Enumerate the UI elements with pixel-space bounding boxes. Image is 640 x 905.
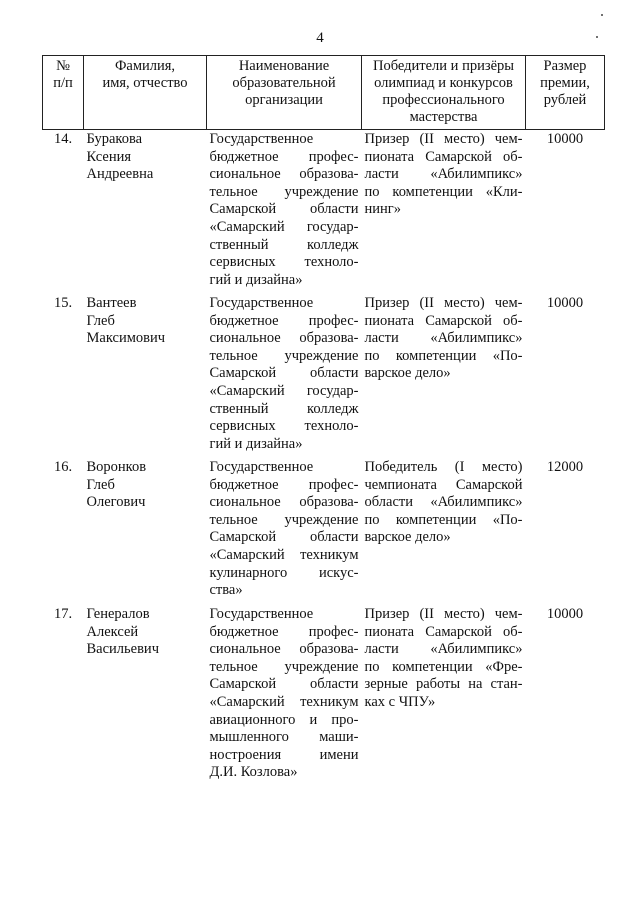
award-description: [362, 294, 526, 458]
organization-line: сиональное образова-: [209, 166, 359, 183]
person-name-line: Воронков: [86, 459, 147, 475]
organization-line: бюджетное профес-: [209, 312, 359, 329]
award-description-line: варское дело»: [364, 365, 451, 382]
organization-line: тельное учреждение: [209, 183, 359, 200]
person-name: [84, 458, 207, 605]
award-description-line: ласти «Абилимпикс»: [364, 330, 523, 347]
person-name-line: Глеб: [86, 476, 115, 493]
award-description-line: пионата Самарской об-: [364, 148, 523, 165]
awards-table: [42, 55, 605, 797]
person-name-line: Алексей: [86, 623, 139, 640]
table-row: [43, 458, 605, 605]
row-number: 17.: [53, 606, 73, 622]
organization-line: Самарской области: [209, 201, 359, 218]
table-row: [43, 605, 605, 797]
organization-line: «Самарский техникум: [209, 546, 359, 563]
organization-line: ственный колледж: [209, 236, 359, 253]
organization-line: «Самарский государ-: [209, 218, 359, 235]
organization-line: гий и дизайна»: [209, 435, 303, 452]
page-number: 4: [316, 30, 324, 46]
person-name-line: Генералов: [86, 606, 150, 622]
prize-amount: 10000: [546, 131, 584, 147]
organization-line: бюджетное профес-: [209, 148, 359, 165]
award-description-line: по компетенции «По-: [364, 347, 523, 364]
organization-line: бюджетное профес-: [209, 476, 359, 493]
award-description-line: по компетенции «По-: [364, 511, 523, 528]
organization-line: Д.И. Козлова»: [209, 764, 298, 781]
award-description-line: ласти «Абилимпикс»: [364, 641, 523, 658]
award-description-line: области «Абилимпикс»: [364, 494, 523, 511]
award-description-line: зерные работы на стан-: [364, 676, 523, 693]
organization-line: ностроения имени: [209, 746, 359, 763]
organization-line: сиональное образова-: [209, 641, 359, 658]
award-description: [362, 458, 526, 605]
person-name-line: Максимович: [86, 330, 166, 347]
award-description-line: нинг»: [364, 201, 401, 218]
organization-line: тельное учреждение: [209, 347, 359, 364]
row-number: 16.: [53, 459, 73, 475]
person-name-line: Андреевна: [86, 166, 154, 183]
award-description: [362, 130, 526, 295]
award-description-line: ласти «Абилимпикс»: [364, 166, 523, 183]
person-name: [84, 130, 207, 295]
organization-line: тельное учреждение: [209, 511, 359, 528]
organization-line: сервисных техноло-: [209, 254, 359, 271]
organization-line: кулинарного искус-: [209, 564, 359, 581]
award-description-line: пионата Самарской об-: [364, 312, 523, 329]
scan-speck: [601, 14, 603, 16]
award-description-line: варское дело»: [364, 529, 451, 546]
award-description-line: чемпионата Самарской: [364, 476, 523, 493]
table-row: [43, 130, 605, 295]
organization-line: мышленного маши-: [209, 729, 359, 746]
organization-line: сиональное образова-: [209, 494, 359, 511]
person-name-line: Буракова: [86, 131, 143, 147]
prize-amount: 10000: [546, 606, 584, 622]
header-prize: Размер премии, рублей: [526, 56, 605, 130]
award-description-line: пионата Самарской об-: [364, 623, 523, 640]
table-body: [43, 130, 605, 798]
award-description-line: Победитель (I место): [364, 459, 523, 475]
organization: [207, 130, 362, 295]
prize-amount: 10000: [546, 295, 584, 311]
person-name: [84, 294, 207, 458]
organization-line: авиационного и про-: [209, 711, 359, 728]
header-num: № п/п: [43, 56, 84, 130]
person-name-line: Олегович: [86, 494, 146, 511]
organization-line: Самарской области: [209, 676, 359, 693]
award-description-line: по компетенции «Кли-: [364, 183, 523, 200]
row-number: 14.: [53, 131, 73, 147]
organization: [207, 458, 362, 605]
scan-speck: [596, 36, 598, 38]
organization-line: Государственное: [209, 131, 314, 147]
organization-line: Самарской области: [209, 365, 359, 382]
organization-line: гий и дизайна»: [209, 271, 303, 288]
table-row: [43, 294, 605, 458]
person-name-line: Вантеев: [86, 295, 137, 311]
organization-line: Государственное: [209, 606, 314, 622]
header-name: Фамилия, имя, отчество: [84, 56, 207, 130]
organization-line: ства»: [209, 582, 243, 599]
header-winners: Победители и призёры олимпиад и конкурсов профессионального мастерства: [362, 56, 526, 130]
organization-line: Государственное: [209, 459, 314, 475]
person-name-line: Глеб: [86, 312, 115, 329]
organization-line: Государственное: [209, 295, 314, 311]
organization-line: сиональное образова-: [209, 330, 359, 347]
organization-line: сервисных техноло-: [209, 418, 359, 435]
award-description-line: Призер (II место) чем-: [364, 606, 523, 622]
organization: [207, 294, 362, 458]
prize-amount: 12000: [546, 459, 584, 475]
organization-line: тельное учреждение: [209, 658, 359, 675]
award-description-line: по компетенции «Фре-: [364, 658, 523, 675]
row-number: 15.: [53, 295, 73, 311]
organization: [207, 605, 362, 797]
award-description-line: Призер (II место) чем-: [364, 131, 523, 147]
organization-line: бюджетное профес-: [209, 623, 359, 640]
organization-line: ственный колледж: [209, 400, 359, 417]
organization-line: Самарской области: [209, 529, 359, 546]
award-description-line: Призер (II место) чем-: [364, 295, 523, 311]
person-name-line: Ксения: [86, 148, 132, 165]
organization-line: «Самарский государ-: [209, 382, 359, 399]
person-name: [84, 605, 207, 797]
award-description: [362, 605, 526, 797]
organization-line: «Самарский техникум: [209, 693, 359, 710]
header-row: [43, 56, 605, 130]
award-description-line: ках с ЧПУ»: [364, 693, 436, 710]
person-name-line: Васильевич: [86, 641, 159, 658]
header-organization: Наименование образовательной организации: [207, 56, 362, 130]
